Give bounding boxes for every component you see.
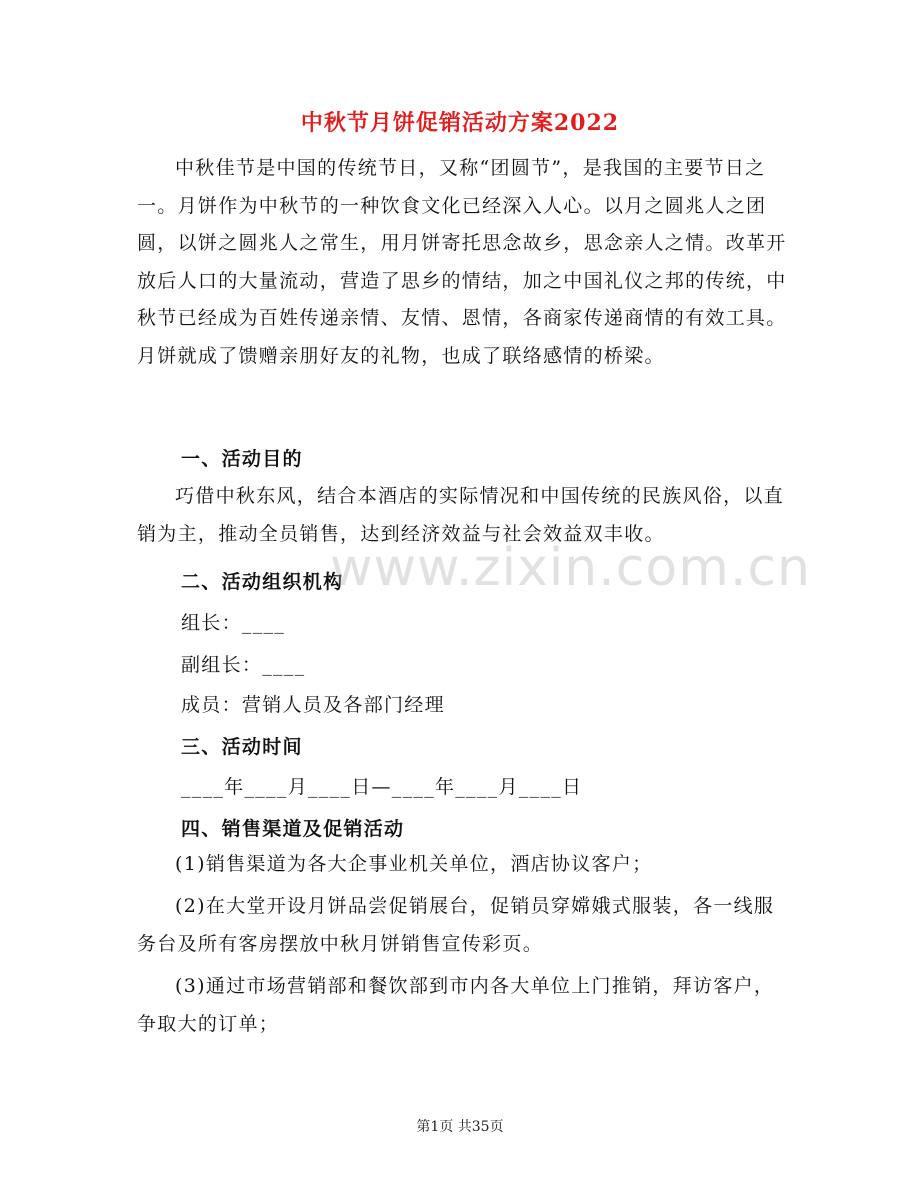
section-1-paragraph: 巧借中秋东风，结合本酒店的实际情况和中国传统的民族风俗，以直销为主，推动全员销售，达到经济效益与社会效益双丰收。 [137, 485, 785, 545]
list-item-3: (3)通过市场营销部和餐饮部到市内各大单位上门推销，拜访客户，争取大的订单； [137, 975, 775, 1035]
section-1-heading: 一、活动目的 [181, 448, 303, 470]
section-3-heading: 三、活动时间 [181, 736, 303, 758]
document-title: 中秋节月饼促销活动方案2022 [300, 110, 620, 136]
leader-line: 组长：____ [181, 612, 286, 634]
page-number: 第1页 共35页 [416, 1119, 504, 1135]
list-item-2: (2)在大堂开设月饼品尝促销展台，促销员穿嫦娥式服装，各一线服务台及所有客房摆放中秋月饼销售宣传彩页。 [137, 895, 775, 955]
members-line: 成员：营销人员及各部门经理 [181, 694, 445, 716]
section-4-heading: 四、销售渠道及促销活动 [181, 818, 405, 840]
list-item-1: (1)销售渠道为各大企事业机关单位，酒店协议客户； [175, 853, 653, 875]
intro-paragraph: 中秋佳节是中国的传统节日，又称“团圆节”，是我国的主要节日之一。月饼作为中秋节的一种饮食文化已经深入人心。以月之圆兆人之团圆，以饼之圆兆人之常生，用月饼寄托思念故乡，思念亲人之情。改革开放后人口的大量流动，营造了思乡的情结，加之中国礼仪之邦的传统，中秋节已经成为百姓传递亲情、友情、恩情，各商家传递商情的有效工具。月饼就成了馈赠亲朋好友的礼物，也成了联络感情的桥梁。 [137, 157, 787, 367]
deputy-leader-line: 副组长：____ [181, 654, 306, 676]
time-range-line: ____年____月____日—____年____月____日 [181, 776, 583, 798]
site-watermark: www.zixin.com.cn [330, 538, 811, 598]
section-2-heading: 二、活动组织机构 [181, 571, 344, 593]
